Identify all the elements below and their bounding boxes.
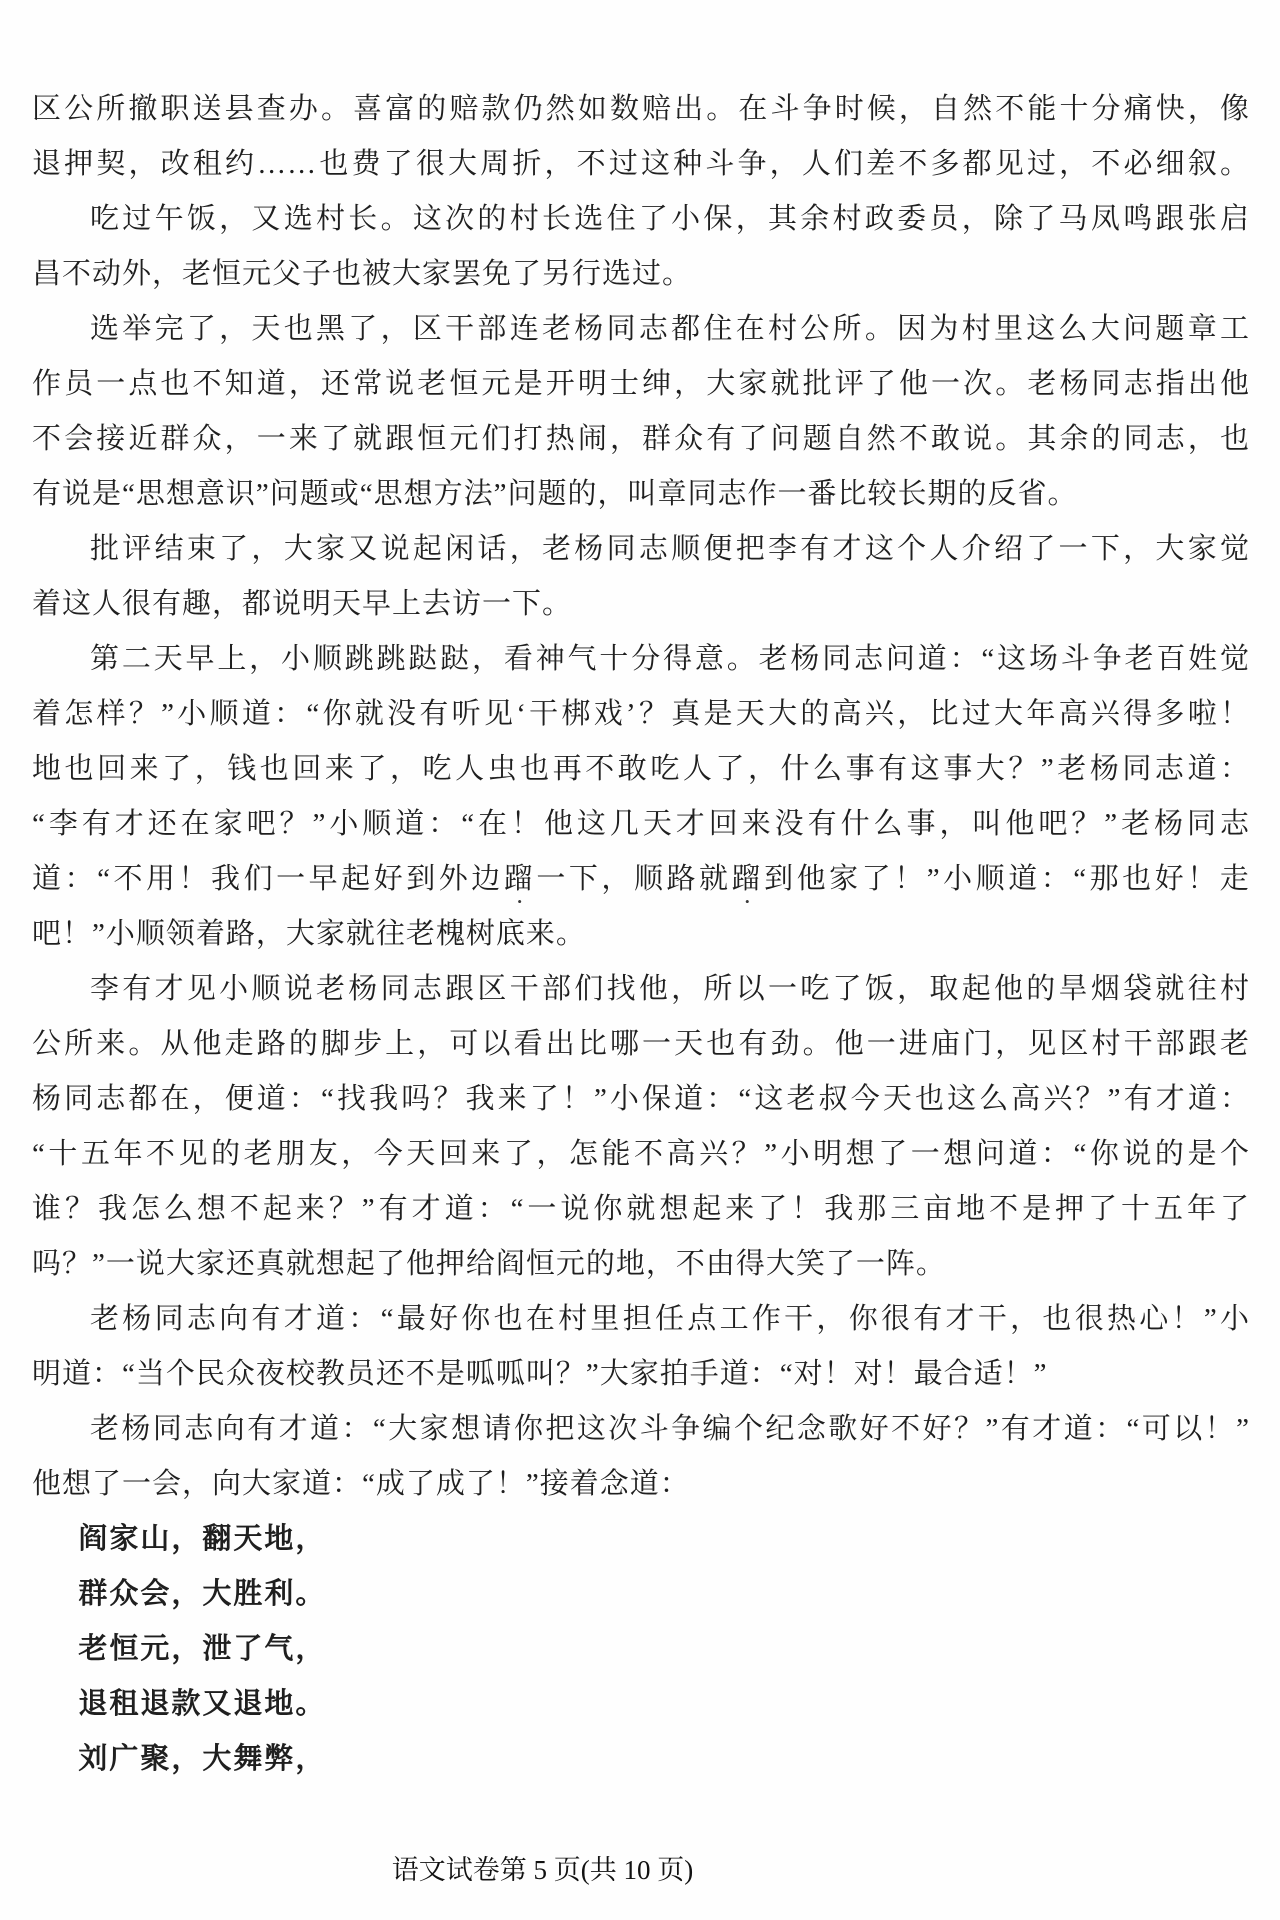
- text-line: 他想了一会，向大家道：“成了成了！”接着念道：: [32, 1468, 690, 1500]
- text-line: 选举完了，天也黑了，区干部连老杨同志都住在村公所。因为村里这么大问题章工: [90, 313, 1250, 345]
- page-footer: [0, 1848, 1280, 1887]
- verse-line: 老恒元，泄了气，: [78, 1633, 327, 1665]
- verse-line: 群众会，大胜利。: [78, 1578, 327, 1610]
- text-line: 着这人很有趣，都说明天早上去访一下。: [32, 588, 573, 620]
- text-line: 公所来。从他走路的脚步上，可以看出比哪一天也有劲。他一进庙门，见区村干部跟老: [32, 1028, 1250, 1060]
- text-line: 吧！”小顺领着路，大家就往老槐树底来。: [32, 918, 586, 950]
- text-line: 吃过午饭，又选村长。这次的村长选住了小保，其余村政委员，除了马凤鸣跟张启: [90, 203, 1250, 235]
- text-line: 批评结束了，大家又说起闲话，老杨同志顺便把李有才这个人介绍了一下，大家觉: [90, 533, 1250, 565]
- text-line: 退押契，改租约……也费了很大周折，不过这种斗争，人们差不多都见过，不必细叙。: [32, 148, 1250, 180]
- text-line: 李有才见小顺说老杨同志跟区干部们找他，所以一吃了饭，取起他的旱烟袋就往村: [90, 973, 1250, 1005]
- text-line: 不会接近群众，一来了就跟恒元们打热闹，群众有了问题自然不敢说。其余的同志，也: [32, 423, 1250, 455]
- text-line: 地也回来了，钱也回来了，吃人虫也再不敢吃人了，什么事有这事大？”老杨同志道：: [32, 753, 1250, 785]
- emphasis-char: 蹓: [731, 863, 765, 895]
- text-line: 作员一点也不知道，还常说老恒元是开明士绅，大家就批评了他一次。老杨同志指出他: [32, 368, 1250, 400]
- verse-line: 阎家山，翻天地，: [78, 1523, 327, 1555]
- text-line: 道：“不用！我们一早起好到外边蹓一下，顺路就蹓到他家了！”小顺道：“那也好！走: [32, 863, 1250, 895]
- text-line: 第二天早上，小顺跳跳跶跶，看神气十分得意。老杨同志问道：“这场斗争老百姓觉: [90, 643, 1250, 675]
- emphasis-char: 蹓: [503, 863, 537, 895]
- text-line: 明道：“当个民众夜校教员还不是呱呱叫？”大家拍手道：“对！对！最合适！”: [32, 1358, 1048, 1390]
- text-line: “李有才还在家吧？”小顺道：“在！他这几天才回来没有什么事，叫他吧？”老杨同志: [32, 808, 1250, 840]
- page-footer-text: 语文试卷第 5 页(共 10 页): [391, 1855, 694, 1885]
- text-line: 区公所撤职送县查办。喜富的赔款仍然如数赔出。在斗争时候，自然不能十分痛快，像: [32, 93, 1250, 125]
- text-line: 吗？”一说大家还真就想起了他押给阎恒元的地，不由得大笑了一阵。: [32, 1248, 946, 1280]
- text-line: 老杨同志向有才道：“大家想请你把这次斗争编个纪念歌好不好？”有才道：“可以！”: [90, 1413, 1250, 1445]
- text-line: 谁？我怎么想不起来？”有才道：“一说你就想起来了！我那三亩地不是押了十五年了: [32, 1193, 1250, 1225]
- text-line: 着怎样？”小顺道：“你就没有听见‘干梆戏’？真是天大的高兴，比过大年高兴得多啦！: [32, 698, 1250, 730]
- text-line: 老杨同志向有才道：“最好你也在村里担任点工作干，你很有才干，也很热心！”小: [90, 1303, 1250, 1335]
- text-line: 昌不动外，老恒元父子也被大家罢免了另行选过。: [32, 258, 693, 290]
- text-line: 有说是“思想意识”问题或“思想方法”问题的，叫章同志作一番比较长期的反省。: [32, 478, 1078, 510]
- verse-line: 退租退款又退地。: [78, 1688, 327, 1720]
- text-line: “十五年不见的老朋友，今天回来了，怎能不高兴？”小明想了一想问道：“你说的是个: [32, 1138, 1250, 1170]
- text-line: 杨同志都在，便道：“找我吗？我来了！”小保道：“这老叔今天也这么高兴？”有才道：: [32, 1083, 1250, 1115]
- verse-line: 刘广聚，大舞弊，: [78, 1743, 327, 1775]
